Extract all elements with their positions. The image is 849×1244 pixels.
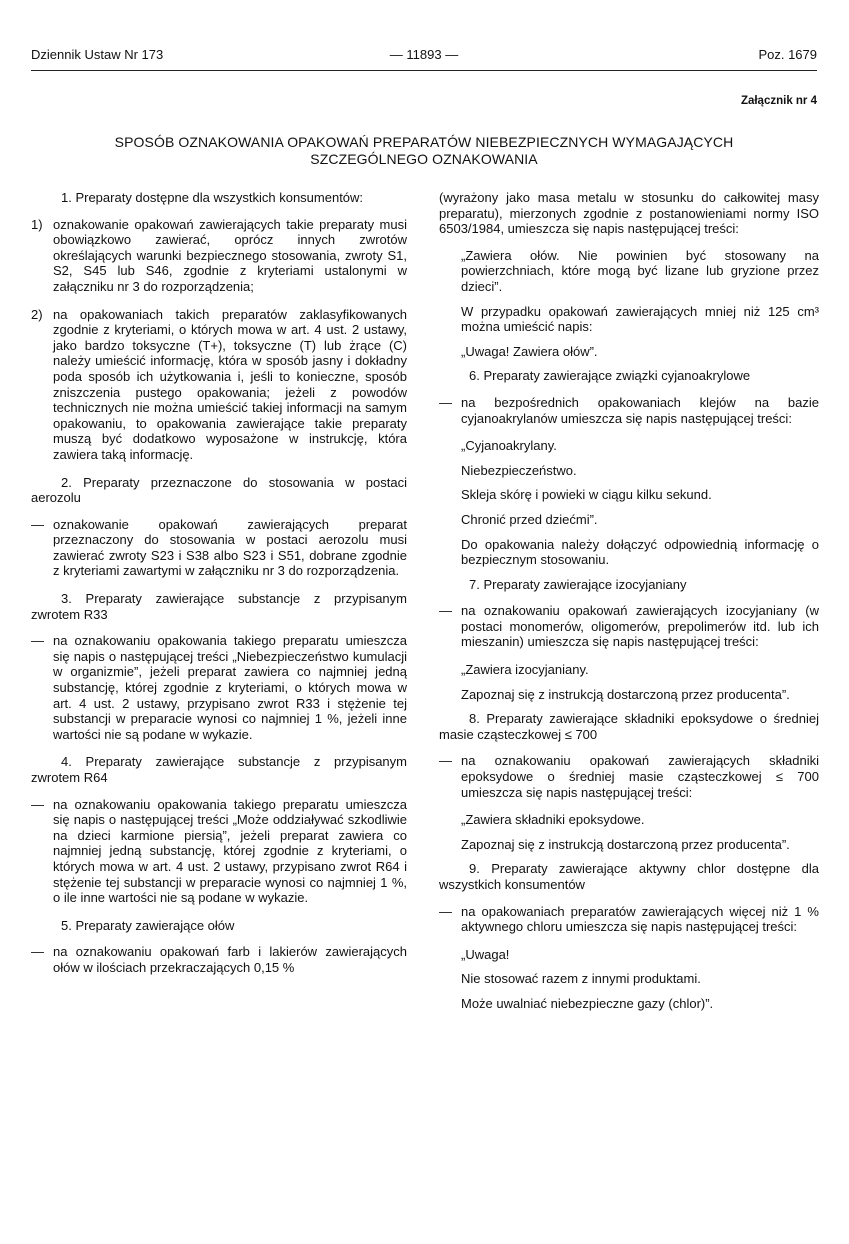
item-text: oznakowanie opakowań zawierających takie preparaty musi obowiązkowo zawierać, oprócz innych zwrotów określających warunki bezpiecznego stosowania, zwroty S1, S2, S45 lub S46, zgodnie z kryteriami ustalonymi w załączniku nr 3 do rozporządzenia;: [53, 216, 407, 294]
section-9-quote-line-3: Może uwalniać niebezpieczne gazy (chlor)”.: [461, 995, 714, 1011]
section-4-heading: 4. Preparaty zawierające substancje z przypisanym zwrotem R64: [31, 754, 407, 785]
annex-label: Załącznik nr 4: [740, 95, 817, 107]
section-6-quote-line-3: Skleja skórę i powieki w ciągu kilku sekund.: [461, 487, 712, 503]
section-6-heading: 6. Preparaty zawierające związki cyjanoakrylowe: [469, 368, 751, 384]
dash-marker: —: [31, 633, 44, 649]
section-9-quote-line-2: Nie stosować razem z innymi produktami.: [461, 971, 701, 987]
section-5-heading: 5. Preparaty zawierające ołów: [61, 917, 235, 933]
section-6-quote-line-1: „Cyjanoakrylany.: [461, 438, 557, 454]
section-7-dash-item: [439, 603, 819, 650]
section-9-heading: 9. Preparaty zawierające aktywny chlor dostępne dla wszystkich konsumentów: [439, 861, 819, 892]
left-column: [31, 190, 407, 988]
section-8-quote-line-2: Zapoznaj się z instrukcją dostarczoną przez producenta”.: [461, 836, 790, 852]
section-3-heading: 3. Preparaty zawierające substancje z przypisanym zwrotem R33: [31, 591, 407, 622]
dash-text: na oznakowaniu opakowań zawierających izocyjaniany (w postaci monomerów, oligomerów, prepolimerów itd. lub ich mieszanin) umieszcza się napis następującej treści:: [461, 603, 819, 650]
section-1-item-2: [31, 307, 407, 463]
section-6-dash-item: [439, 395, 819, 426]
dash-text: na bezpośrednich opakowaniach klejów na bazie cyjanoakrylanów umieszcza się napis następującej treści:: [461, 394, 819, 426]
item-marker: 2): [31, 306, 43, 322]
section-5-continuation: (wyrażony jako masa metalu w stosunku do całkowitej masy preparatu), mierzonych zgodnie z postanowieniami normy ISO 6503/1984, umieszcza się napis następującej treści:: [439, 190, 819, 237]
section-9-dash-item: [439, 904, 819, 935]
page-number: — 11893 —: [389, 47, 459, 62]
dash-text: na oznakowaniu opakowania takiego preparatu umieszcza się napis o następującej treści „Może oddziaływać szkodliwie na dzieci karmione piersią”, jeżeli preparat zawiera co najmniej jedną substancję, której zgodnie z kryteriami, o których mowa w art. 4 ust. 2 ustawy, przypisano zwrot R64 i stężenie tej substancji w preparacie wynosi co najmniej 1 %, o ile inne wartości nie są podane w wykazie.: [53, 796, 407, 906]
journal-title: Dziennik Ustaw Nr 173: [31, 47, 164, 62]
section-4-dash-item: [31, 797, 407, 906]
section-7-heading: 7. Preparaty zawierające izocyjaniany: [469, 576, 687, 592]
section-5-quote-2: „Uwaga! Zawiera ołów”.: [461, 343, 598, 359]
section-6-quote-line-4: Chronić przed dziećmi”.: [461, 511, 598, 527]
position-number: Poz. 1679: [758, 47, 817, 62]
header-rule: [31, 70, 817, 71]
section-1-item-1: [31, 217, 407, 295]
dash-text: na oznakowaniu opakowania takiego preparatu umieszcza się napis o następującej treści „Niebezpieczeństwo kumulacji w organizmie”, jeżeli preparat zawiera co najmniej jedną substancję, której zgodnie z kryteriami, o których mowa w art. 4 ust. 2 ustawy, przypisano zwrot R33 i stężenie tej substancji w preparacie wynosi co najmniej 1 %, jeżeli inne wartości nie są podane w wykazie.: [53, 633, 407, 742]
dash-text: oznakowanie opakowań zawierających preparat przeznaczony do stosowania w postaci aerozolu musi zawierać zwroty S23 i S38 albo S23 i S51, dobrane zgodnie z kryteriami zawartymi w załączniku nr 3 do rozporządzenia.: [53, 516, 407, 579]
dash-marker: —: [31, 944, 44, 960]
section-5-dash-item: [31, 944, 407, 975]
dash-marker: —: [31, 516, 44, 532]
title-line-1: SPOSÓB OZNAKOWANIA OPAKOWAŃ PREPARATÓW NIEBEZPIECZNYCH WYMAGAJĄCYCH: [114, 134, 734, 150]
section-5-quote: „Zawiera ołów. Nie powinien być stosowany na powierzchniach, które mogą być lizane lub gryzione przez dzieci”.: [461, 247, 819, 294]
section-6-quote-line-5: Do opakowania należy dołączyć odpowiednią informację o bezpiecznym stosowaniu.: [461, 536, 819, 568]
section-5-small-package-note: W przypadku opakowań zawierających mniej niż 125 cm³ można umieścić napis:: [461, 303, 819, 335]
dash-marker: —: [439, 394, 452, 410]
dash-marker: —: [31, 796, 44, 812]
section-8-quote-line-1: „Zawiera składniki epoksydowe.: [461, 812, 645, 828]
title-line-2: SZCZEGÓLNEGO OZNAKOWANIA: [310, 151, 538, 167]
document-title: [31, 134, 817, 168]
section-3-dash-item: [31, 633, 407, 742]
item-marker: 1): [31, 216, 43, 232]
section-9-quote-line-1: „Uwaga!: [461, 946, 510, 962]
page-header: [31, 47, 817, 67]
right-column: [439, 190, 819, 1021]
section-2-heading: 2. Preparaty przeznaczone do stosowania w postaci aerozolu: [31, 474, 407, 506]
section-1-heading: 1. Preparaty dostępne dla wszystkich konsumentów:: [61, 190, 364, 205]
section-7-quote-line-1: „Zawiera izocyjaniany.: [461, 662, 589, 678]
section-6-quote-line-2: Niebezpieczeństwo.: [461, 462, 577, 478]
dash-text: na oznakowaniu opakowań zawierających składniki epoksydowe o średniej masie cząsteczkowej ≤ 700 umieszcza się napis następującej treści:: [461, 753, 819, 800]
dash-marker: —: [439, 603, 452, 619]
dash-marker: —: [439, 903, 452, 919]
section-2-dash-item: [31, 517, 407, 579]
dash-text: na opakowaniach preparatów zawierających więcej niż 1 % aktywnego chloru umieszcza się napis następującej treści:: [461, 903, 819, 935]
item-text: na opakowaniach takich preparatów zaklasyfikowanych zgodnie z kryteriami, o których mowa w art. 4 ust. 2 ustawy, jako bardzo toksyczne (T+), toksyczne (T) lub żrące (C) należy umieścić informację, która w sposób jasny i dokładny poda sposób ich użytkowania i, jeśli to konieczne, sposób zniszczenia pustego opakowania; jeżeli z powodów technicznych nie można umieścić takiej informacji na samym opakowaniu, to opakowania zawierające takie preparaty muszą być dodatkowo wyposażone w instrukcję, która zawiera taką informację.: [53, 306, 407, 462]
dash-marker: —: [439, 753, 452, 769]
section-8-heading: 8. Preparaty zawierające składniki epoksydowe o średniej masie cząsteczkowej ≤ 700: [439, 711, 819, 742]
section-7-quote-line-2: Zapoznaj się z instrukcją dostarczoną przez producenta”.: [461, 686, 790, 702]
dash-text: na oznakowaniu opakowań farb i lakierów zawierających ołów w ilościach przekraczających 0,15 %: [53, 944, 407, 975]
section-8-dash-item: [439, 753, 819, 800]
